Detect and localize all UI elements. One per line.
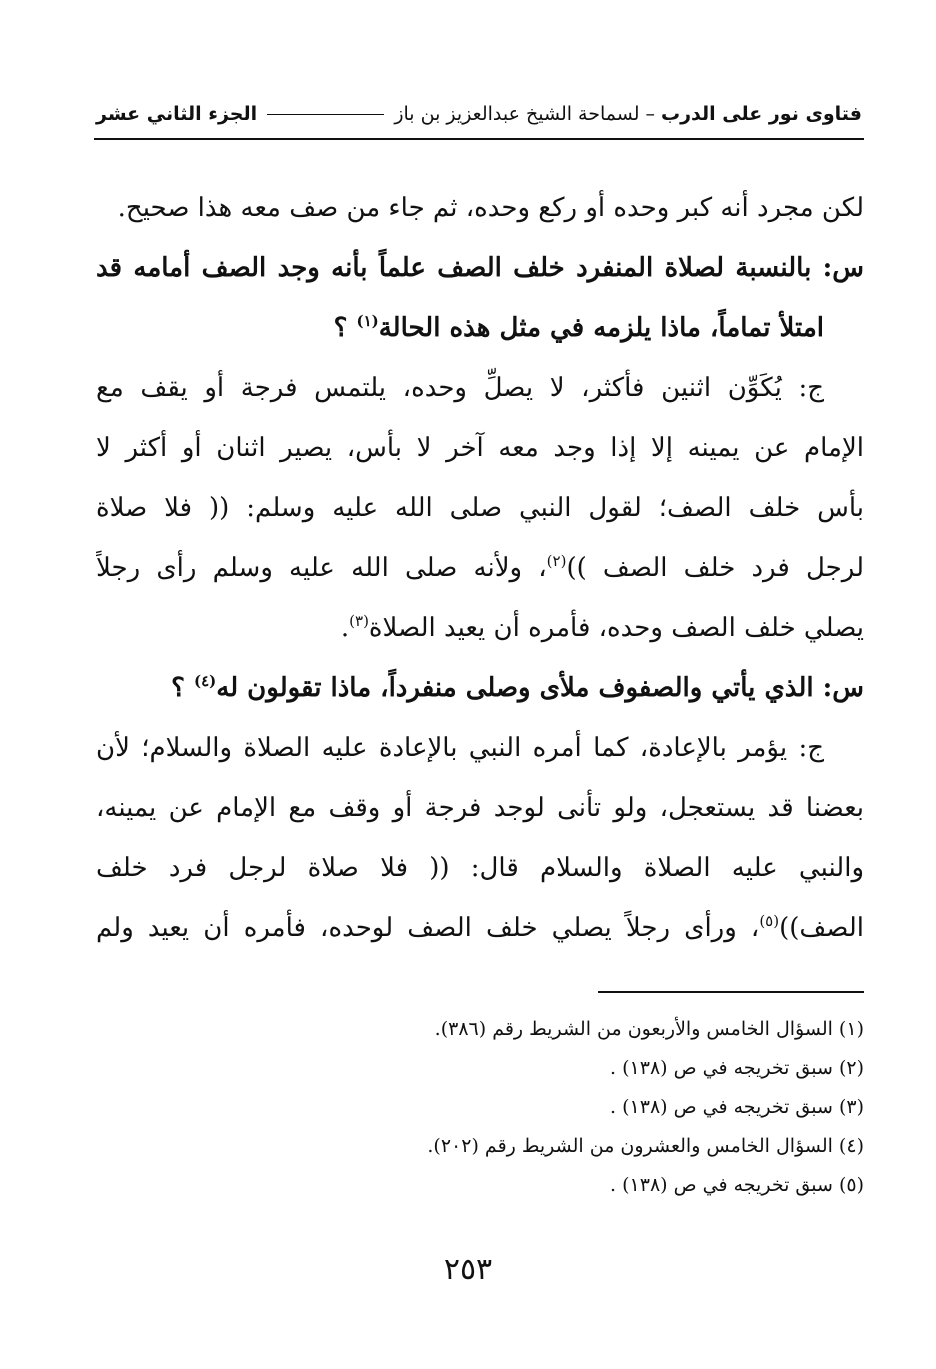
text-line xyxy=(96,358,864,418)
footnote-divider xyxy=(598,991,864,993)
text-line xyxy=(96,718,864,778)
header-dash-line xyxy=(267,114,384,115)
header-separator: – xyxy=(645,103,655,125)
footnote-ref: (٣) xyxy=(349,612,369,630)
footnotes xyxy=(96,1010,864,1205)
text-line-content: س: الذي يأتي والصفوف ملأى وصلى منفرداً، ماذا تقولون له xyxy=(216,673,864,703)
text-line-content: الصف)) xyxy=(779,913,864,943)
text-line-tail: ؟ xyxy=(171,673,194,703)
footnote-ref: (٥) xyxy=(759,912,780,930)
text-line-content: ج: يُكَوِّن اثنين فأكثر، لا يصلِّ وحده، يلتمس فرجة أو يقف مع xyxy=(96,373,824,403)
page-number: ٢٥٣ xyxy=(443,1252,493,1287)
text-line xyxy=(96,778,864,838)
footnote-ref: (١) xyxy=(356,312,379,330)
running-header xyxy=(96,96,862,132)
header-rule xyxy=(94,138,864,140)
text-line-content: والنبي عليه الصلاة والسلام قال: (( فلا صلاة لرجل فرد خلف xyxy=(96,853,864,883)
text-line-content: لكن مجرد أنه كبر وحده أو ركع وحده، ثم جاء من صف معه هذا صحيح. xyxy=(117,193,864,223)
book-title: فتاوى نور على الدرب xyxy=(661,103,862,125)
footnote-5: (٥) سبق تخريجه في ص (١٣٨) . xyxy=(610,1174,864,1196)
text-line-content: بعضنا قد يستعجل، ولو تأنى لوجد فرجة أو وقف مع الإمام عن يمينه، xyxy=(96,793,864,823)
text-line xyxy=(96,238,864,298)
text-line xyxy=(96,178,864,238)
text-line-content: الإمام عن يمينه إلا إذا وجد معه آخر لا بأس، يصير اثنان أو أكثر لا xyxy=(96,433,864,463)
text-line-tail: ؟ xyxy=(333,313,357,343)
text-line xyxy=(96,898,864,958)
text-line xyxy=(96,538,864,598)
text-line-tail: . xyxy=(340,613,350,643)
footnote-4: (٤) السؤال الخامس والعشرون من الشريط رقم (٢٠٢). xyxy=(427,1135,864,1157)
text-line-content: امتلأ تماماً، ماذا يلزمه في مثل هذه الحالة xyxy=(378,313,824,343)
text-line xyxy=(96,298,864,358)
author-name: لسماحة الشيخ عبدالعزيز بن باز xyxy=(394,103,640,125)
text-line xyxy=(96,838,864,898)
text-line-tail: ، ولأنه صلى الله عليه وسلم رأى رجلاً xyxy=(96,553,547,583)
text-line-content: س: بالنسبة لصلاة المنفرد خلف الصف علماً بأنه وجد الصف أمامه قد xyxy=(96,253,864,283)
footnote-ref: (٤) xyxy=(193,672,217,690)
footnote-3: (٣) سبق تخريجه في ص (١٣٨) . xyxy=(610,1096,864,1118)
footnote-ref: (٢) xyxy=(546,552,567,570)
text-line xyxy=(96,658,864,718)
volume-part: الجزء الثاني عشر xyxy=(96,103,258,125)
text-line xyxy=(96,478,864,538)
footnote-1: (١) السؤال الخامس والأربعون من الشريط رقم (٣٨٦). xyxy=(434,1018,864,1040)
text-line-content: لرجل فرد خلف الصف )) xyxy=(566,553,864,583)
text-line xyxy=(96,598,864,658)
text-line-tail: ، ورأى رجلاً يصلي خلف الصف لوحده، فأمره أن يعيد ولم xyxy=(96,913,760,943)
text-line-content: ج: يؤمر بالإعادة، كما أمره النبي بالإعادة عليه الصلاة والسلام؛ لأن xyxy=(96,733,824,763)
main-text xyxy=(96,178,864,958)
footnote-2: (٢) سبق تخريجه في ص (١٣٨) . xyxy=(610,1057,864,1079)
text-line-content: يصلي خلف الصف وحده، فأمره أن يعيد الصلاة xyxy=(368,613,864,643)
text-line-content: بأس خلف الصف؛ لقول النبي صلى الله عليه وسلم: (( فلا صلاة xyxy=(96,493,864,523)
text-line xyxy=(96,418,864,478)
